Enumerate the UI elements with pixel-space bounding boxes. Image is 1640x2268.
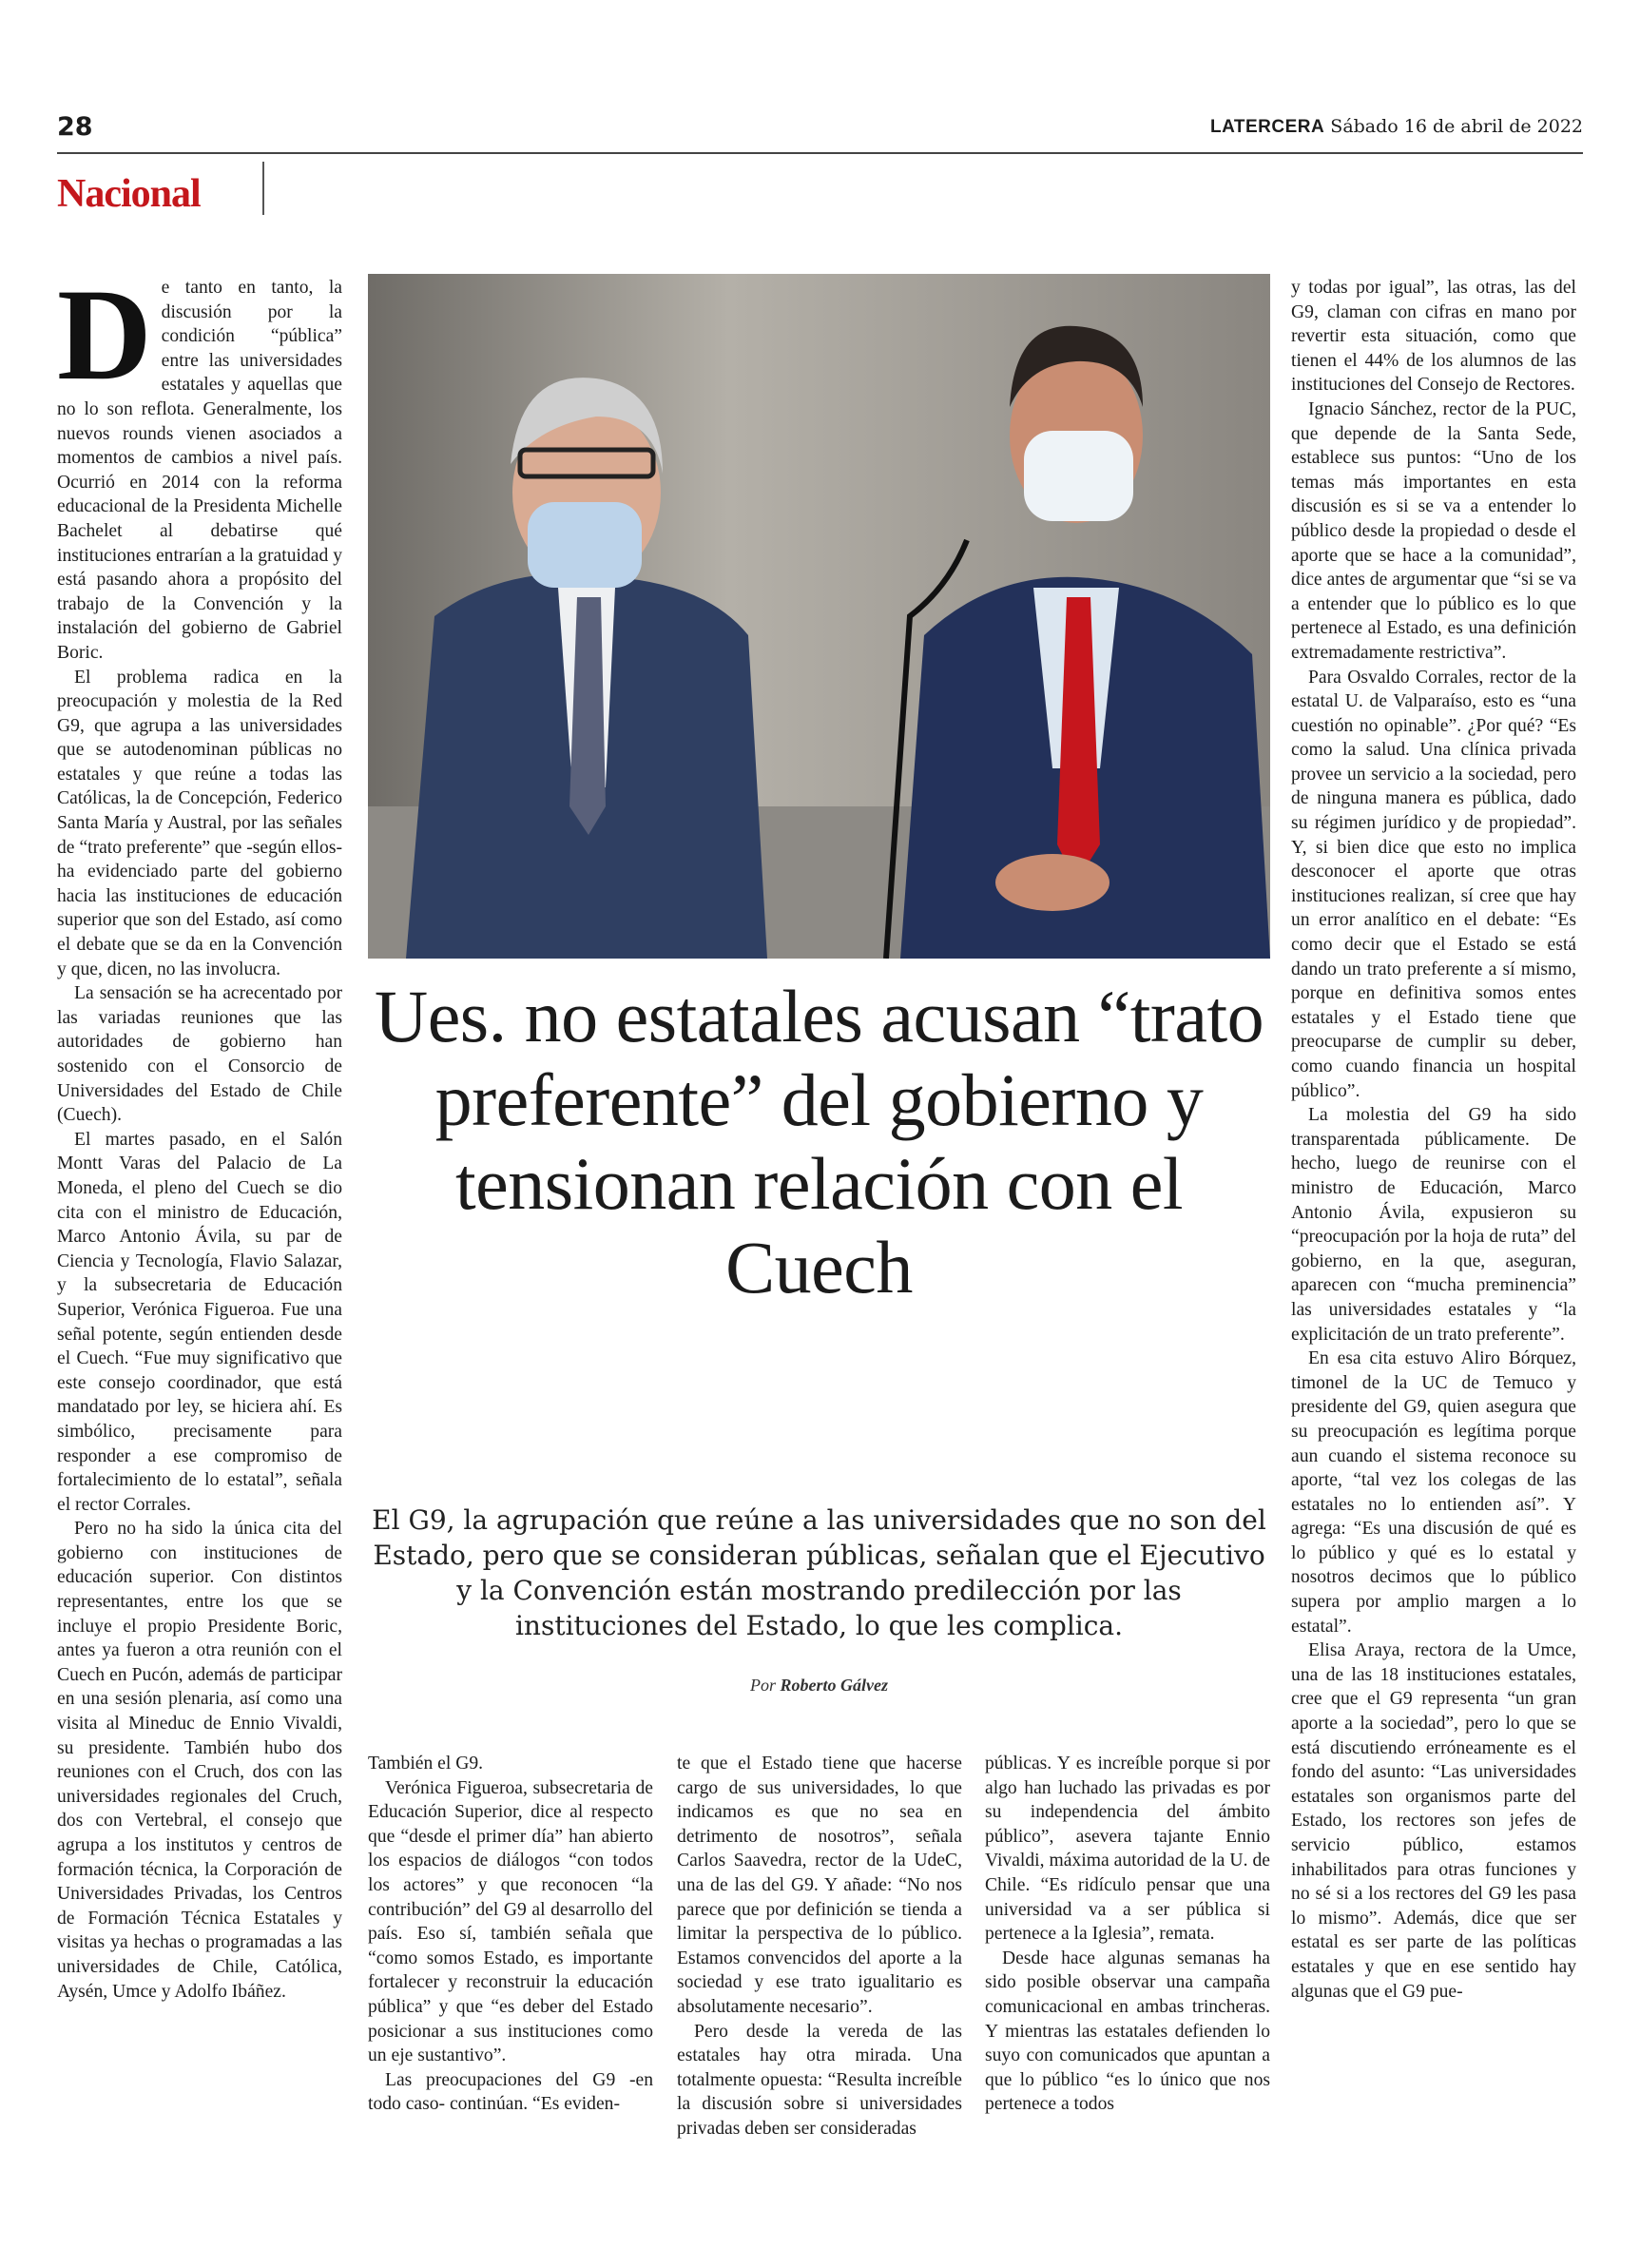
paragraph: públicas. Y es increíble porque si por algo han luchado las privadas es por su independencia del ámbito público”, asevera tajante Ennio Vivaldi, máxima autoridad de la U. de Chile. “Es ridículo pensar que una universidad va a ser pública si pertenece a la Iglesia”, remata. [985,1754,1270,1945]
article-column-middle-3 [985,1752,1270,2117]
page-number: 28 [57,112,93,142]
paragraph: Elisa Araya, rectora de la Umce, una de las 18 instituciones estatales, cree que el G9 representa “un gran aporte a la sociedad”, pero lo que se está discutiendo erróneamente es el fondo del asunto: “Las universidades estatales son organismos parte del Estado, los rectores son jefes de servicio público, estamos inhabilitados para otras funciones y no sé si a los rectores del G9 les pasa lo mismo”. Además, dice que ser estatal es ser parte de las políticas estatales y que en ese sentido hay algunas que el G9 pue- [1291,1640,1576,2002]
paragraph: Ignacio Sánchez, rector de la PUC, que depende de la Santa Sede, establece sus puntos: “Uno de los temas más importantes en esta discusión es si se va a entender lo público desde la propiedad o desde el aporte que se hace a la comunidad”, dice antes de argumentar que “si se va a entender que lo público es lo que pertenece al Estado, es una definición extremadamente restrictiva”. [1291,398,1576,663]
drop-cap: D [57,276,152,407]
top-rule [57,152,1583,154]
article-photo [368,274,1270,959]
paragraph: La sensación se ha acrecentado por las variadas reuniones que las autoridades de gobierno han sostenido con el Consorcio de Universidades del Estado de Chile (Cuech). [57,983,342,1126]
section-divider [262,162,264,215]
article-column-left [57,276,342,2178]
paragraph: Pero desde la vereda de las estatales hay otra mirada. Una totalmente opuesta: “Resulta increíble la discusión sobre si universidades privadas deben ser consideradas [677,2021,962,2139]
paragraph: Pero no ha sido la única cita del gobierno con instituciones de educación superior. Con distintos representantes, entre los que se incluye el propio Presidente Boric, antes ya fueron a otra reunión con el Cuech en Pucón, además de participar en una sesión plenaria, así como una visita al Mineduc de Ennio Vivaldi, su presidente. También hubo dos reuniones con el Cruch, dos con las universidades regionales del Cruch, dos con Vertebral, el consejo que agrupa a los institutos y centros de formación técnica, la Corporación de Universidades Privadas, los Centros de Formación Técnica Estatales y visitas ya hechas o programadas a las universidades de Chile, Católica, Aysén, Umce y Adolfo Ibáñez. [57,1519,342,2002]
byline-author: Roberto Gálvez [780,1676,888,1695]
paragraph: En esa cita estuvo Aliro Bórquez, timonel de la UC de Temuco y presidente del G9, quien asegura que su preocupación es legítima porque aun cuando el sistema reconoce su aporte, “tal vez los colegas de las estatales no lo entienden así”. Y agrega: “Es una discusión de qué es lo público y qué es lo estatal y nosotros decimos que lo público supera por amplio margen a lo estatal”. [1291,1348,1576,1637]
paragraph: La molestia del G9 ha sido transparentada públicamente. De hecho, luego de reunirse con el ministro de Educación, Marco Antonio Ávila, expusieron su “preocupación por la hoja de ruta” del gobierno, en la que, aseguran, aparecen con “mucha preminencia” las universidades estatales y “la explicitación de un trato preferente”. [1291,1105,1576,1345]
headline: Ues. no estatales acusan “trato preferente” del gobierno y tensionan relación con el Cuech [374,975,1264,1308]
deck: El G9, la agrupación que reúne a las universidades que no son del Estado, pero que se consideran públicas, señalan que el Ejecutivo y la Convención están mostrando predilección por las instituciones del Estado, lo que les complica. [372,1504,1266,1641]
brand-name: LATERCERA [1209,117,1325,137]
article-column-right [1291,276,1576,2178]
byline [368,1676,1270,1696]
paragraph: Desde hace algunas semanas ha sido posible observar una campaña comunicacional en ambas trincheras. Y mientras las estatales defienden lo suyo con comunicados que apuntan a que lo público “es lo único que nos pertenece a todos [985,1948,1270,2115]
article-column-middle-1 [368,1752,653,2117]
paragraph: También el G9. [368,1754,484,1774]
paragraph: te que el Estado tiene que hacerse cargo de sus universidades, lo que indicamos es que no sea en detrimento de nosotros”, señala Carlos Saavedra, rector de la UdeC, una de las del G9. Y añade: “No nos parece que por definición se tienda a limitar la perspectiva de lo público. Estamos convencidos del aporte a la sociedad y ese trato igualitario es absolutamente necesario”. [677,1754,962,2017]
paragraph: y todas por igual”, las otras, las del G9, claman con cifras en mano por revertir esta situación, como que tienen el 44% de los alumnos de las instituciones del Consejo de Rectores. [1291,278,1576,396]
byline-prefix: Por [750,1676,776,1695]
press-photo-two-rectors-icon [368,274,1270,959]
paragraph: Las preocupaciones del G9 -en todo caso- continúan. “Es eviden- [368,2069,653,2115]
issue-date: Sábado 16 de abril de 2022 [1330,116,1583,137]
section-label: Nacional [57,172,201,216]
paragraph: e tanto en tanto, la discusión por la condición “pública” entre las universidades estatales y aquellas que no lo son reflota. Generalmente, los nuevos rounds vienen asociados a momentos de cambios a nivel país. Ocurrió en 2014 con la reforma educacional de la Presidenta Michelle Bachelet al debatirse qué instituciones entrarían a la gratuidad y está pasando ahora a propósito del trabajo de la Convención y la instalación del gobierno de Gabriel Boric. [57,278,342,663]
paragraph: Para Osvaldo Corrales, rector de la estatal U. de Valparaíso, esto es “una cuestión no opinable”. ¿Por qué? “Es como la salud. Una clínica privada provee un servicio a la sociedad, pero de ninguna manera es pública, dado su régimen jurídico y de propiedad”. Y, si bien dice que esto no implica desconocer el aporte que otras instituciones realizan, sí cree que hay un error analítico en el debate: “Es como decir que el Estado se está dando un trato preferente a sí mismo, porque en definitiva somos entes estatales y el Estado tiene que preocuparse de cumplir su deber, como cuando financia un hospital público”. [1291,667,1576,1101]
article-column-middle-2 [677,1752,962,2142]
masthead [1210,116,1583,138]
paragraph: Verónica Figueroa, subsecretaria de Educación Superior, dice al respecto que “desde el primer día” han abierto los espacios de diálogos “con todos los actores” y que reconocen “la contribución” del G9 al desarrollo del país. Eso sí, también señala que “como somos Estado, es importante fortalecer y reconstruir la educación pública” y que “es deber del Estado posicionar a sus instituciones como un eje sustantivo”. [368,1777,653,2066]
paragraph: El problema radica en la preocupación y molestia de la Red G9, que agrupa a las universidades que se autodenominan públicas no estatales y que reúne a todas las Católicas, la de Concepción, Federico Santa María y Austral, por las señales de “trato preferente” que -según ellos- ha evidenciado parte del gobierno hacia las instituciones de educación superior que son del Estado, así como el debate que se da en la Convención y que, dicen, no las involucra. [57,667,342,979]
paragraph: El martes pasado, en el Salón Montt Varas del Palacio de La Moneda, el pleno del Cuech se dio cita con el ministro de Educación, Marco Antonio Ávila, su par de Ciencia y Tecnología, Flavio Salazar, y la subsecretaria de Educación Superior, Verónica Figueroa. Fue una señal potente, según entienden desde el Cuech. “Fue muy significativo que este consejo coordinador, que está mandatado por ley, se hiciera ahí. Es simbólico, precisamente para responder a ese compromiso de fortalecimiento de lo estatal”, señala el rector Corrales. [57,1129,342,1515]
